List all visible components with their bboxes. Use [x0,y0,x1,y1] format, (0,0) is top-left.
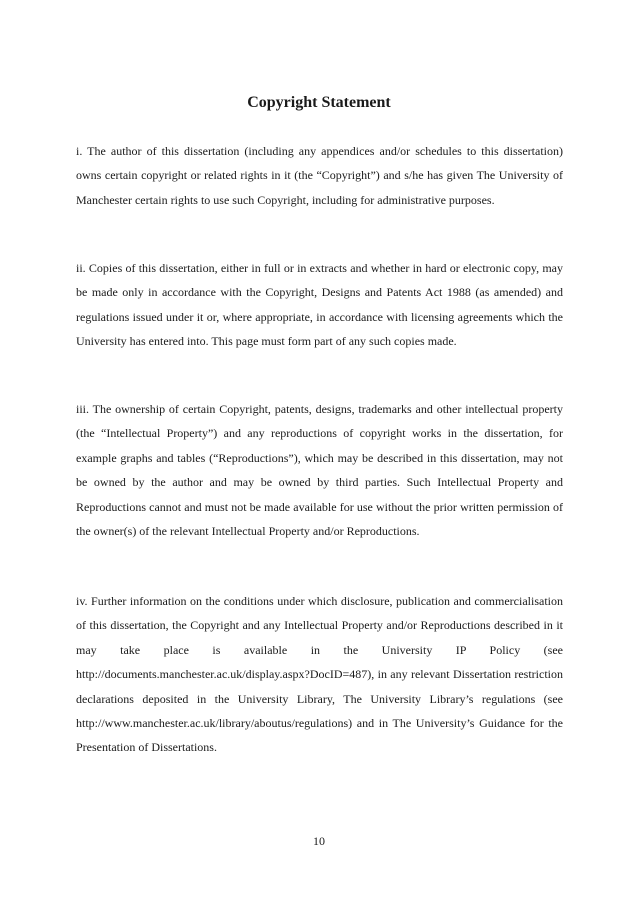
paragraph-i: i. The author of this dissertation (including any appendices and/or schedules to this dissertation) owns certain copyright or related rights in it (the “Copyright”) and s/he has given The University of Manchester certain rights to use such Copyright, including for administrative purposes. [76,144,563,207]
paragraph-ii: ii. Copies of this dissertation, either in full or in extracts and whether in hard or electronic copy, may be made only in accordance with the Copyright, Designs and Patents Act 1988 (as amended) and regulations issued under it or, where appropriate, in accordance with licensing agreements which the University has entered into. This page must form part of any such copies made. [76,261,563,349]
page-title: Copyright Statement [247,94,391,111]
paragraph-iv: iv. Further information on the conditions under which disclosure, publication and commercialisation of this dissertation, the Copyright and any Intellectual Property and/or Reproductions described in it may take place is available in the University IP Policy (see http://documents.manchester.ac.uk/display.aspx?DocID=487), in any relevant Dissertation restriction declarations deposited in the University Library, The University Library’s regulations (see http://www.manchester.ac.uk/library/aboutus/regulations) and in The University’s Guidance for the Presentation of Dissertations. [76,594,563,755]
paragraph-iii: iii. The ownership of certain Copyright, patents, designs, trademarks and other intellectual property (the “Intellectual Property”) and any reproductions of copyright works in the dissertation, for example graphs and tables (“Reproductions”), which may be described in this dissertation, may not be owned by the author and may be owned by third parties. Such Intellectual Property and Reproductions cannot and must not be made available for use without the prior written permission of the owner(s) of the relevant Intellectual Property and/or Reproductions. [76,402,563,539]
page-number: 10 [313,834,325,848]
